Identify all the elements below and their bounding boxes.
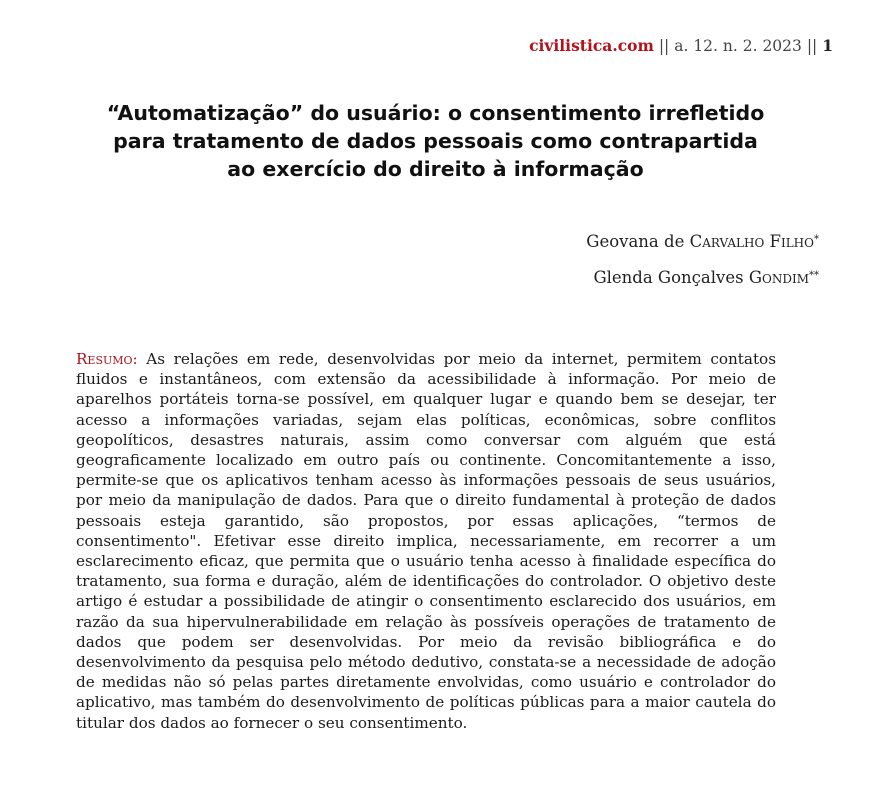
author-list	[586, 230, 819, 302]
running-header	[529, 36, 833, 55]
header-separator: ||	[653, 37, 675, 55]
footnote-marker[interactable]: **	[809, 270, 819, 281]
abstract-label: Resumo:	[76, 350, 138, 368]
header-separator: ||	[801, 37, 823, 55]
abstract	[76, 349, 776, 733]
author-surname: Carvalho Filho	[689, 232, 814, 251]
author-first-name: Glenda Gonçalves	[593, 268, 749, 287]
article-title	[40, 99, 831, 183]
page-number: 1	[822, 36, 833, 55]
title-line: “Automatização” do usuário: o consentimento irrefletido	[106, 101, 765, 125]
journal-name[interactable]: civilistica.com	[529, 36, 654, 55]
author-first-name: Geovana de	[586, 232, 690, 251]
title-line: ao exercício do direito à informação	[227, 157, 644, 181]
author-entry	[586, 230, 819, 266]
abstract-text: As relações em rede, desenvolvidas por meio da internet, permitem contatos fluidos e instantâneos, com extensão da acessibilidade à informação. Por meio de aparelhos portáteis torna-se possível, em qualquer lugar e quando bem se desejar, ter acesso a informações variadas, sejam elas políticas, econômicas, sobre conflitos geopolíticos, desastres naturais, assim como conversar com alguém que está geograficamente localizado em outro país ou continente. Concomitantemente a isso, permite-se que os aplicativos tenham acesso às informações pessoais de seus usuários, por meio da manipulação de dados. Para que o direito fundamental à proteção de dados pessoais esteja garantido, são propostos, por essas aplicações, “termos de consentimento". Efetivar esse direito implica, necessariamente, em recorrer a um esclarecimento eficaz, que permita que o usuário tenha acesso à finalidade específica do tratamento, sua forma e duração, além de identificações do controlador. O objetivo deste artigo é estudar a possibilidade de atingir o consentimento esclarecido dos usuários, em razão da sua hipervulnerabilidade em relação às possíveis operações de tratamento de dados que podem ser desenvolvidas. Por meio da revisão bibliográfica e do desenvolvimento da pesquisa pelo método dedutivo, constata-se a necessidade de adoção de medidas não só pelas partes diretamente envolvidas, como usuário e controlador do aplicativo, mas também do desenvolvimento de políticas públicas para a maior cautela do titular dos dados ao fornecer o seu consentimento.	[76, 350, 776, 732]
author-entry	[586, 266, 819, 302]
title-line: para tratamento de dados pessoais como contrapartida	[113, 129, 758, 153]
footnote-marker[interactable]: *	[814, 234, 819, 245]
issue-info: a. 12. n. 2. 2023	[674, 37, 802, 55]
author-surname: Gondim	[748, 268, 809, 287]
